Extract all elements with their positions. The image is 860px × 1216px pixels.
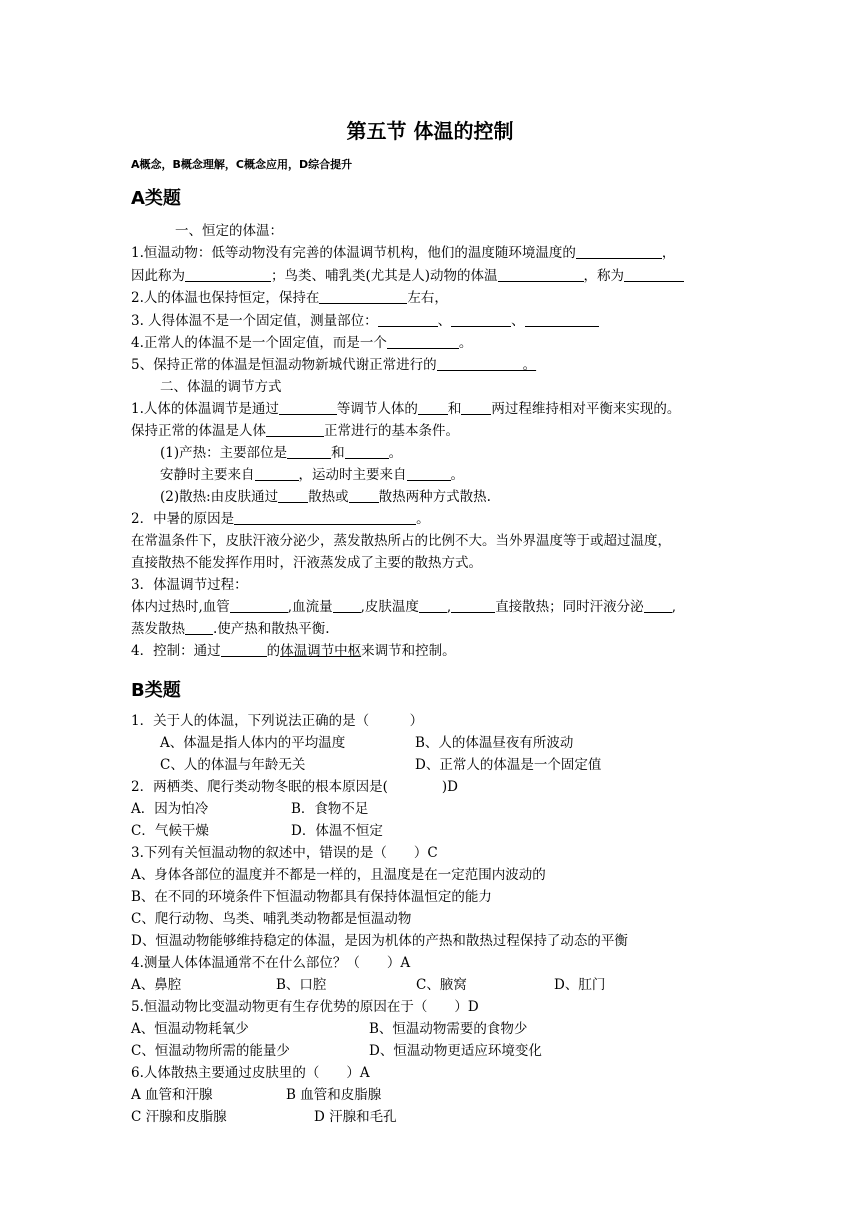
b3-heading: 3．体温调节过程： <box>131 577 248 593</box>
section-a-heading: A类题 <box>131 188 181 209</box>
q3-option-c: C、爬行动物、鸟类、哺乳类动物都是恒温动物 <box>131 911 412 927</box>
q5-options-row-2: C、恒温动物所需的能量少 D、恒温动物更适应环境变化 <box>131 1043 542 1059</box>
b3-line-2: 蒸发散热 .使产热和散热平衡. <box>131 621 330 637</box>
q5-stem: 5.恒温动物比变温动物更有生存优势的原因在于（ ）D <box>131 999 479 1015</box>
part1-heading: 一、恒定的体温： <box>175 223 283 239</box>
q3-option-b: B、在不同的环境条件下恒温动物都具有保持体温恒定的能力 <box>131 889 492 905</box>
q5-options-row-1: A、恒温动物耗氧少 B、恒温动物需要的食物少 <box>131 1021 528 1037</box>
q1-options-row-2: C、人的体温与年龄无关 D、正常人的体温是一个固定值 <box>160 757 602 773</box>
a-item-3: 3. 人得体温不是一个固定值，测量部位： 、 、 <box>131 312 599 330</box>
b4-control: 4．控制：通过 的体温调节中枢来调节和控制。 <box>131 643 456 659</box>
b1-heat-dissipation: (2)散热:由皮肤通过 散热或 散热两种方式散热. <box>160 489 491 505</box>
q6-options-row-2: C 汗腺和皮脂腺 D 汗腺和毛孔 <box>131 1109 397 1125</box>
q3-option-d: D、恒温动物能够维持稳定的体温，是因为机体的产热和散热过程保持了动态的平衡 <box>131 933 628 949</box>
b1-heat-production: (1)产热：主要部位是 和 。 <box>160 445 403 461</box>
a-item-5: 5、保持正常的体温是恒温动物新城代谢正常进行的 。 <box>131 357 537 373</box>
q2-options-row-1: A．因为怕冷 B．食物不足 <box>131 801 369 817</box>
b3-line-1: 体内过热时,血管 ,血流量 ,皮肤温度 , 直接散热；同时汗液分泌 , <box>131 599 676 615</box>
b1-line-1: 1.人体的体温调节是通过 等调节人体的 和 两过程维持相对平衡来实现的。 <box>131 401 681 417</box>
b2-heatstroke: 2．中暑的原因是 。 <box>131 511 430 527</box>
b1-line-2: 保持正常的体温是人体 正常进行的基本条件。 <box>131 423 459 439</box>
level-legend: A概念，B概念理解，C概念应用，D综合提升 <box>131 158 353 171</box>
q4-options: A、鼻腔 B、口腔 C、腋窝 D、肛门 <box>131 977 606 993</box>
q2-stem: 2．两栖类、爬行类动物冬眠的根本原因是( )D <box>131 779 458 795</box>
q6-stem: 6.人体散热主要通过皮肤里的（ ）A <box>131 1065 370 1081</box>
part2-heading: 二、体温的调节方式 <box>160 379 282 395</box>
q6-options-row-1: A 血管和汗腺 B 血管和皮脂腺 <box>131 1087 382 1103</box>
a-item-2: 2.人的体温也保持恒定，保持在 左右， <box>131 290 448 306</box>
q4-stem: 4.测量人体体温通常不在什么部位？（ ）A <box>131 955 411 971</box>
q1-stem: 1．关于人的体温，下列说法正确的是（ ） <box>131 713 424 729</box>
q3-option-a: A、身体各部位的温度并不都是一样的，且温度是在一定范围内波动的 <box>131 867 546 883</box>
a-item-1-line-2: 因此称为 ；鸟类、哺乳类(尤其是人)动物的体温 ，称为 <box>131 267 684 285</box>
page-title: 第五节 体温的控制 <box>346 119 514 143</box>
b2-text-2: 直接散热不能发挥作用时，汗液蒸发成了主要的散热方式。 <box>131 555 482 571</box>
q3-stem: 3.下列有关恒温动物的叙述中，错误的是（ ）C <box>131 845 438 861</box>
q1-options-row-1: A、体温是指人体内的平均温度 B、人的体温昼夜有所波动 <box>160 735 574 751</box>
a-item-4: 4.正常人的体温不是一个固定值，而是一个 。 <box>131 335 473 351</box>
q2-options-row-2: C．气候干燥 D．体温不恒定 <box>131 823 383 839</box>
b1-heat-source: 安静时主要来自 ，运动时主要来自 。 <box>160 467 464 483</box>
a-item-1-line-1: 1.恒温动物：低等动物没有完善的体温调节机构，他们的温度随环境温度的 ， <box>131 245 676 261</box>
section-b-heading: B类题 <box>131 680 181 701</box>
b2-text-1: 在常温条件下，皮肤汗液分泌少，蒸发散热所占的比例不大。当外界温度等于或超过温度， <box>131 533 671 549</box>
